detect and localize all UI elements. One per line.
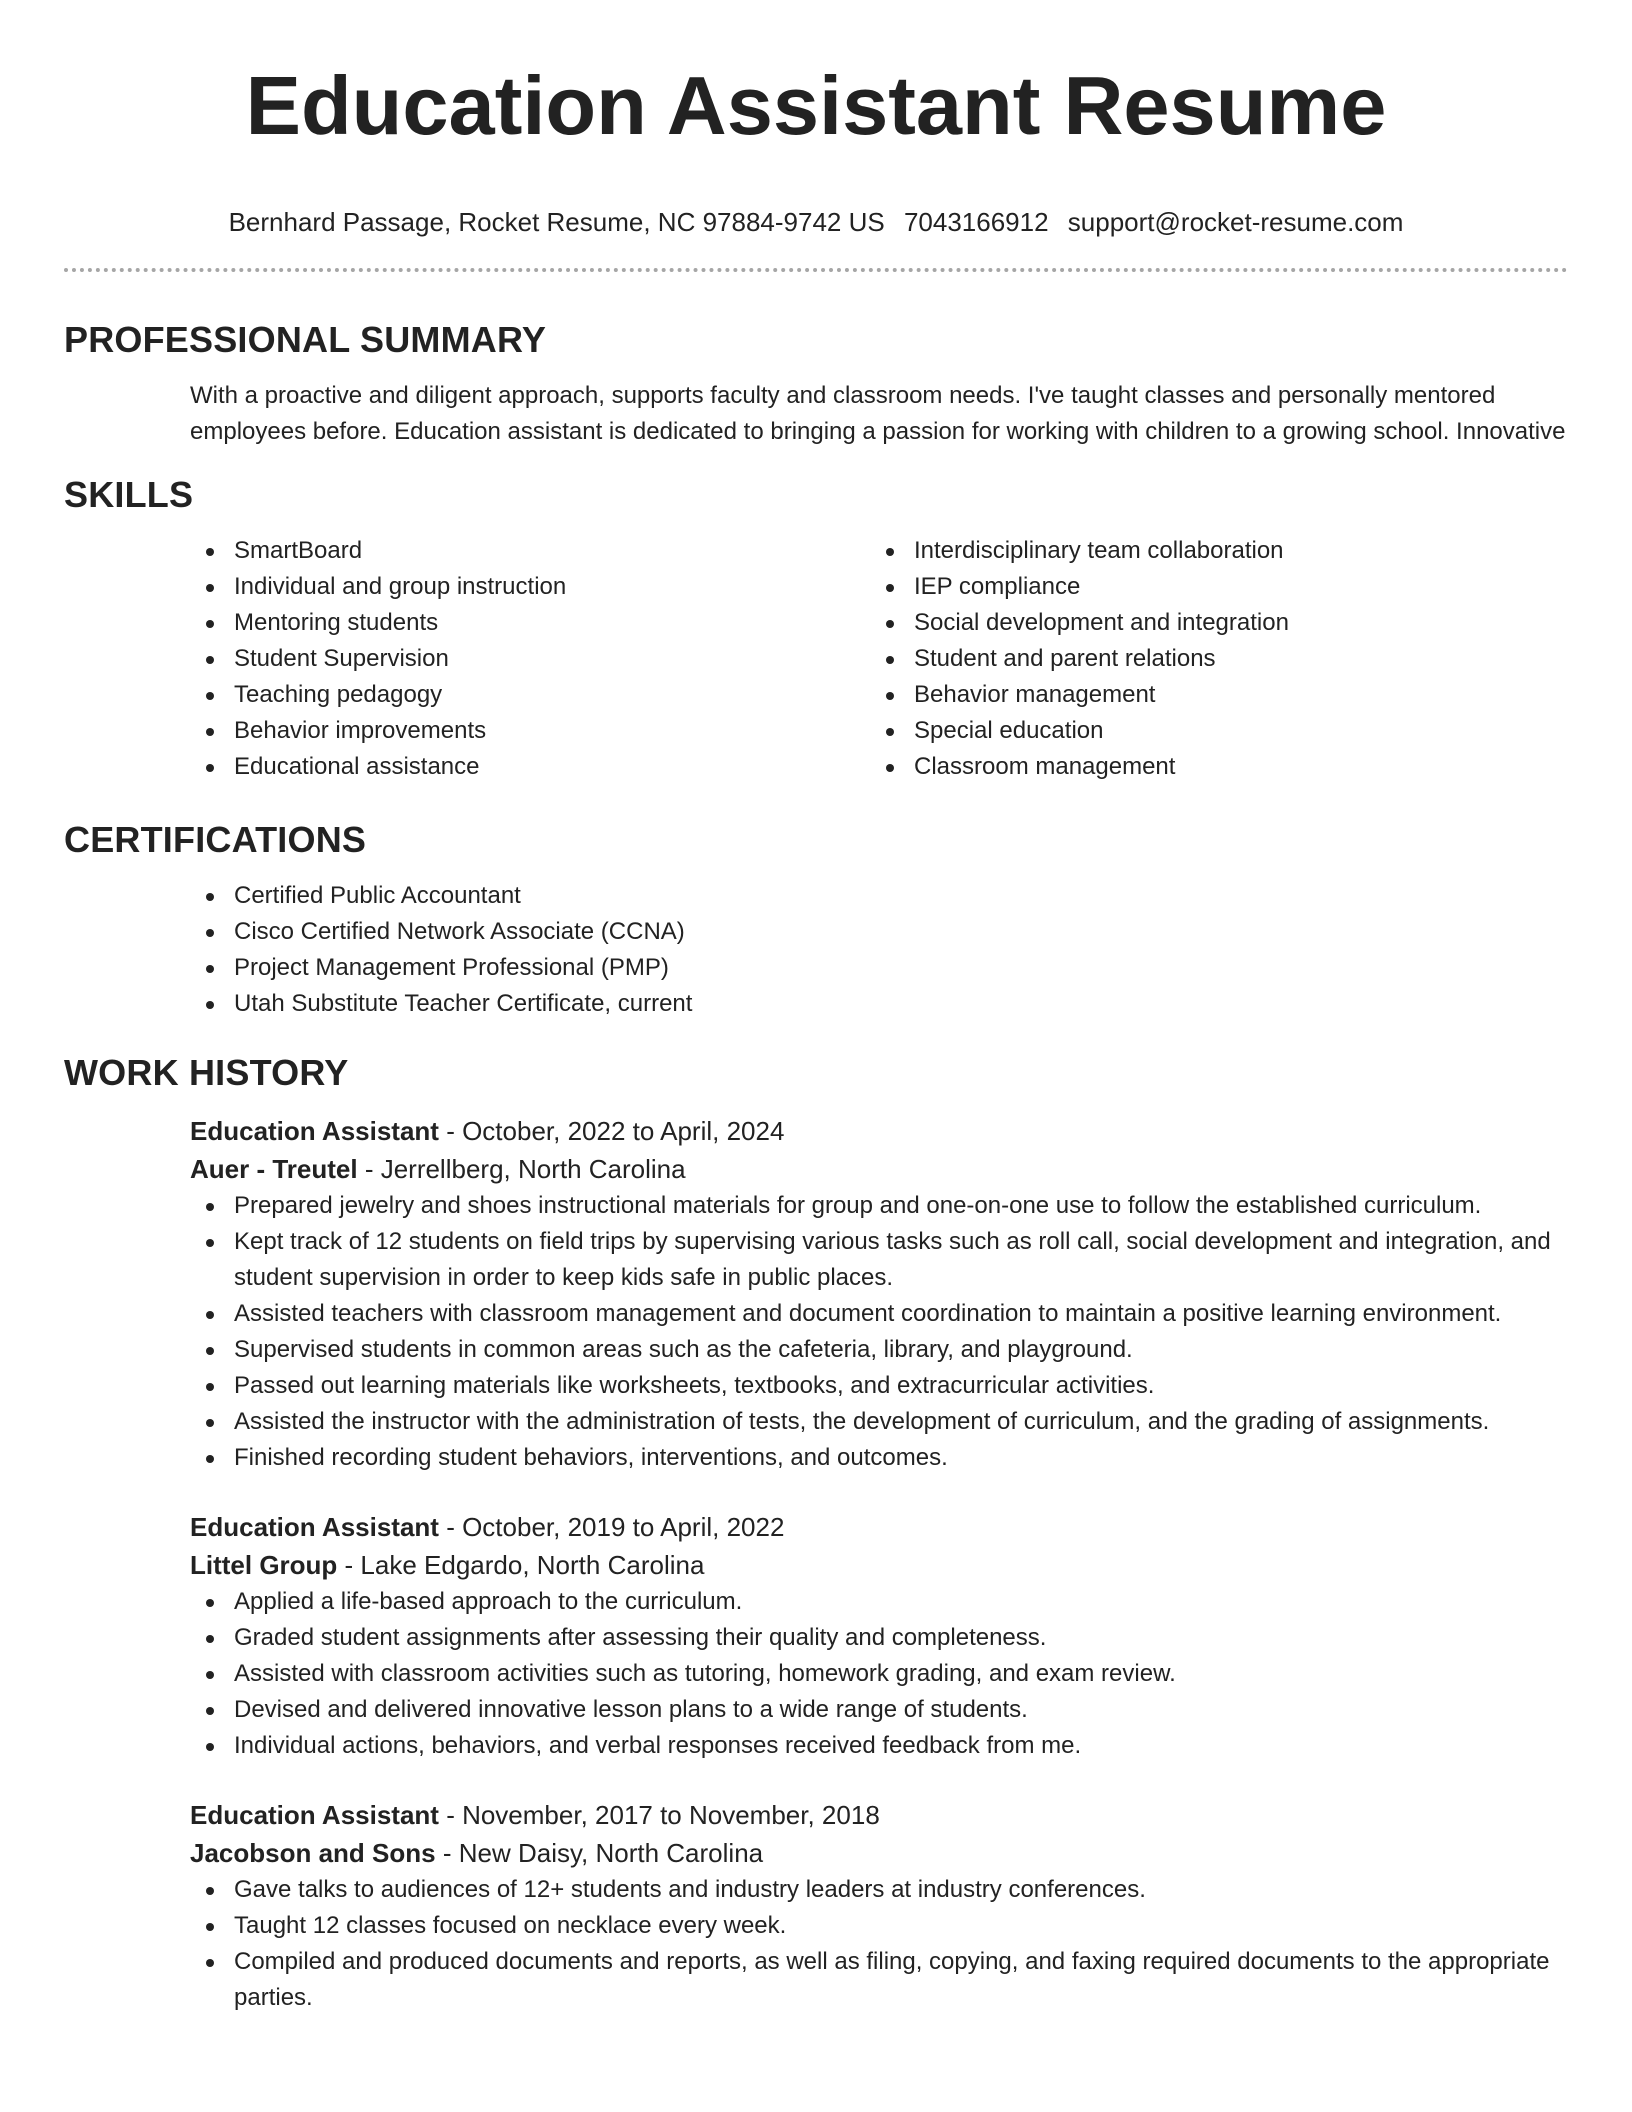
work-history-heading: WORK HISTORY: [64, 1052, 349, 1093]
job-bullet: Assisted the instructor with the administration of tests, the development of curriculum, and the grading of assignments.: [190, 1404, 1568, 1440]
job-location: - Jerrellberg, North Carolina: [357, 1154, 686, 1184]
job-dates: - November, 2017 to November, 2018: [438, 1800, 880, 1830]
job-bullet: Supervised students in common areas such as the cafeteria, library, and playground.: [190, 1332, 1568, 1368]
skill-item: Individual and group instruction: [190, 569, 870, 605]
job-company: Auer - Treutel: [190, 1154, 358, 1184]
job-title: Education Assistant: [190, 1800, 439, 1830]
skills-heading: SKILLS: [64, 474, 194, 515]
job-bullets: [190, 1188, 1568, 1476]
job-location: - New Daisy, North Carolina: [435, 1838, 764, 1868]
skill-item: Teaching pedagogy: [190, 677, 870, 713]
skills-list-left: [190, 533, 870, 785]
skill-item: Classroom management: [870, 749, 1550, 785]
job-title-line: [190, 1112, 1568, 1150]
contact-email: support@rocket-resume.com: [1067, 207, 1404, 237]
certification-item: Project Management Professional (PMP): [190, 950, 1568, 986]
certification-item: Cisco Certified Network Associate (CCNA): [190, 914, 1568, 950]
job-company: Jacobson and Sons: [190, 1838, 436, 1868]
contact-line: [64, 204, 1568, 240]
resume-title: Education Assistant Resume: [245, 59, 1387, 152]
header-divider: [64, 268, 1568, 272]
job-title-line: [190, 1508, 1568, 1546]
job-bullet: Taught 12 classes focused on necklace every week.: [190, 1908, 1568, 1944]
job-bullet: Applied a life-based approach to the curriculum.: [190, 1584, 1568, 1620]
job-title: Education Assistant: [190, 1116, 439, 1146]
skill-item: Behavior improvements: [190, 713, 870, 749]
job-bullet: Devised and delivered innovative lesson plans to a wide range of students.: [190, 1692, 1568, 1728]
skill-item: Mentoring students: [190, 605, 870, 641]
skill-item: Special education: [870, 713, 1550, 749]
skill-item: Educational assistance: [190, 749, 870, 785]
skill-item: Student Supervision: [190, 641, 870, 677]
job-bullet: Kept track of 12 students on field trips by supervising various tasks such as roll call, social development and integration, and student supervision in order to keep kids safe in public places.: [190, 1224, 1568, 1296]
job-title-line: [190, 1796, 1568, 1834]
certifications-heading: CERTIFICATIONS: [64, 819, 367, 860]
job-bullets: [190, 1584, 1568, 1764]
skill-item: Student and parent relations: [870, 641, 1550, 677]
job-company-line: [190, 1834, 1568, 1872]
skill-item: Behavior management: [870, 677, 1550, 713]
job-company-line: [190, 1150, 1568, 1188]
job-entry: [190, 1796, 1568, 2016]
contact-phone: 7043166912: [903, 207, 1049, 237]
skill-item: SmartBoard: [190, 533, 870, 569]
job-dates: - October, 2022 to April, 2024: [438, 1116, 785, 1146]
job-bullet: Assisted teachers with classroom management and document coordination to maintain a positive learning environment.: [190, 1296, 1568, 1332]
job-bullet: Individual actions, behaviors, and verbal responses received feedback from me.: [190, 1728, 1568, 1764]
job-bullets: [190, 1872, 1568, 2016]
certification-item: Certified Public Accountant: [190, 878, 1568, 914]
job-bullet: Assisted with classroom activities such as tutoring, homework grading, and exam review.: [190, 1656, 1568, 1692]
job-bullet: Passed out learning materials like worksheets, textbooks, and extracurricular activities.: [190, 1368, 1568, 1404]
job-title: Education Assistant: [190, 1512, 439, 1542]
summary-section: [190, 378, 1568, 450]
job-company-line: [190, 1546, 1568, 1584]
certifications-section: [190, 878, 1568, 1022]
resume-page: [64, 0, 1568, 2016]
skills-list-right: [870, 533, 1550, 785]
job-bullet: Gave talks to audiences of 12+ students and industry leaders at industry conferences.: [190, 1872, 1568, 1908]
certifications-list: [190, 878, 1568, 1022]
summary-heading: PROFESSIONAL SUMMARY: [64, 319, 547, 360]
job-bullet: Graded student assignments after assessing their quality and completeness.: [190, 1620, 1568, 1656]
job-dates: - October, 2019 to April, 2022: [438, 1512, 785, 1542]
job-bullet: Prepared jewelry and shoes instructional materials for group and one-on-one use to follow the established curriculum.: [190, 1188, 1568, 1224]
skill-item: IEP compliance: [870, 569, 1550, 605]
job-entry: [190, 1508, 1568, 1764]
skills-section: [190, 533, 1568, 785]
job-entry: [190, 1112, 1568, 1476]
job-company: Littel Group: [190, 1550, 338, 1580]
skill-item: Interdisciplinary team collaboration: [870, 533, 1550, 569]
job-bullet: Finished recording student behaviors, interventions, and outcomes.: [190, 1440, 1568, 1476]
job-location: - Lake Edgardo, North Carolina: [337, 1550, 705, 1580]
job-bullet: Compiled and produced documents and reports, as well as filing, copying, and faxing required documents to the appropriate parties.: [190, 1944, 1568, 2016]
skill-item: Social development and integration: [870, 605, 1550, 641]
contact-address: Bernhard Passage, Rocket Resume, NC 97884-9742 US: [228, 207, 885, 237]
certification-item: Utah Substitute Teacher Certificate, current: [190, 986, 1568, 1022]
summary-text: With a proactive and diligent approach, supports faculty and classroom needs. I've taught classes and personally mentored employees before. Education assistant is dedicated to bringing a passion for working with children to a growing school. Innovative: [190, 382, 1566, 445]
